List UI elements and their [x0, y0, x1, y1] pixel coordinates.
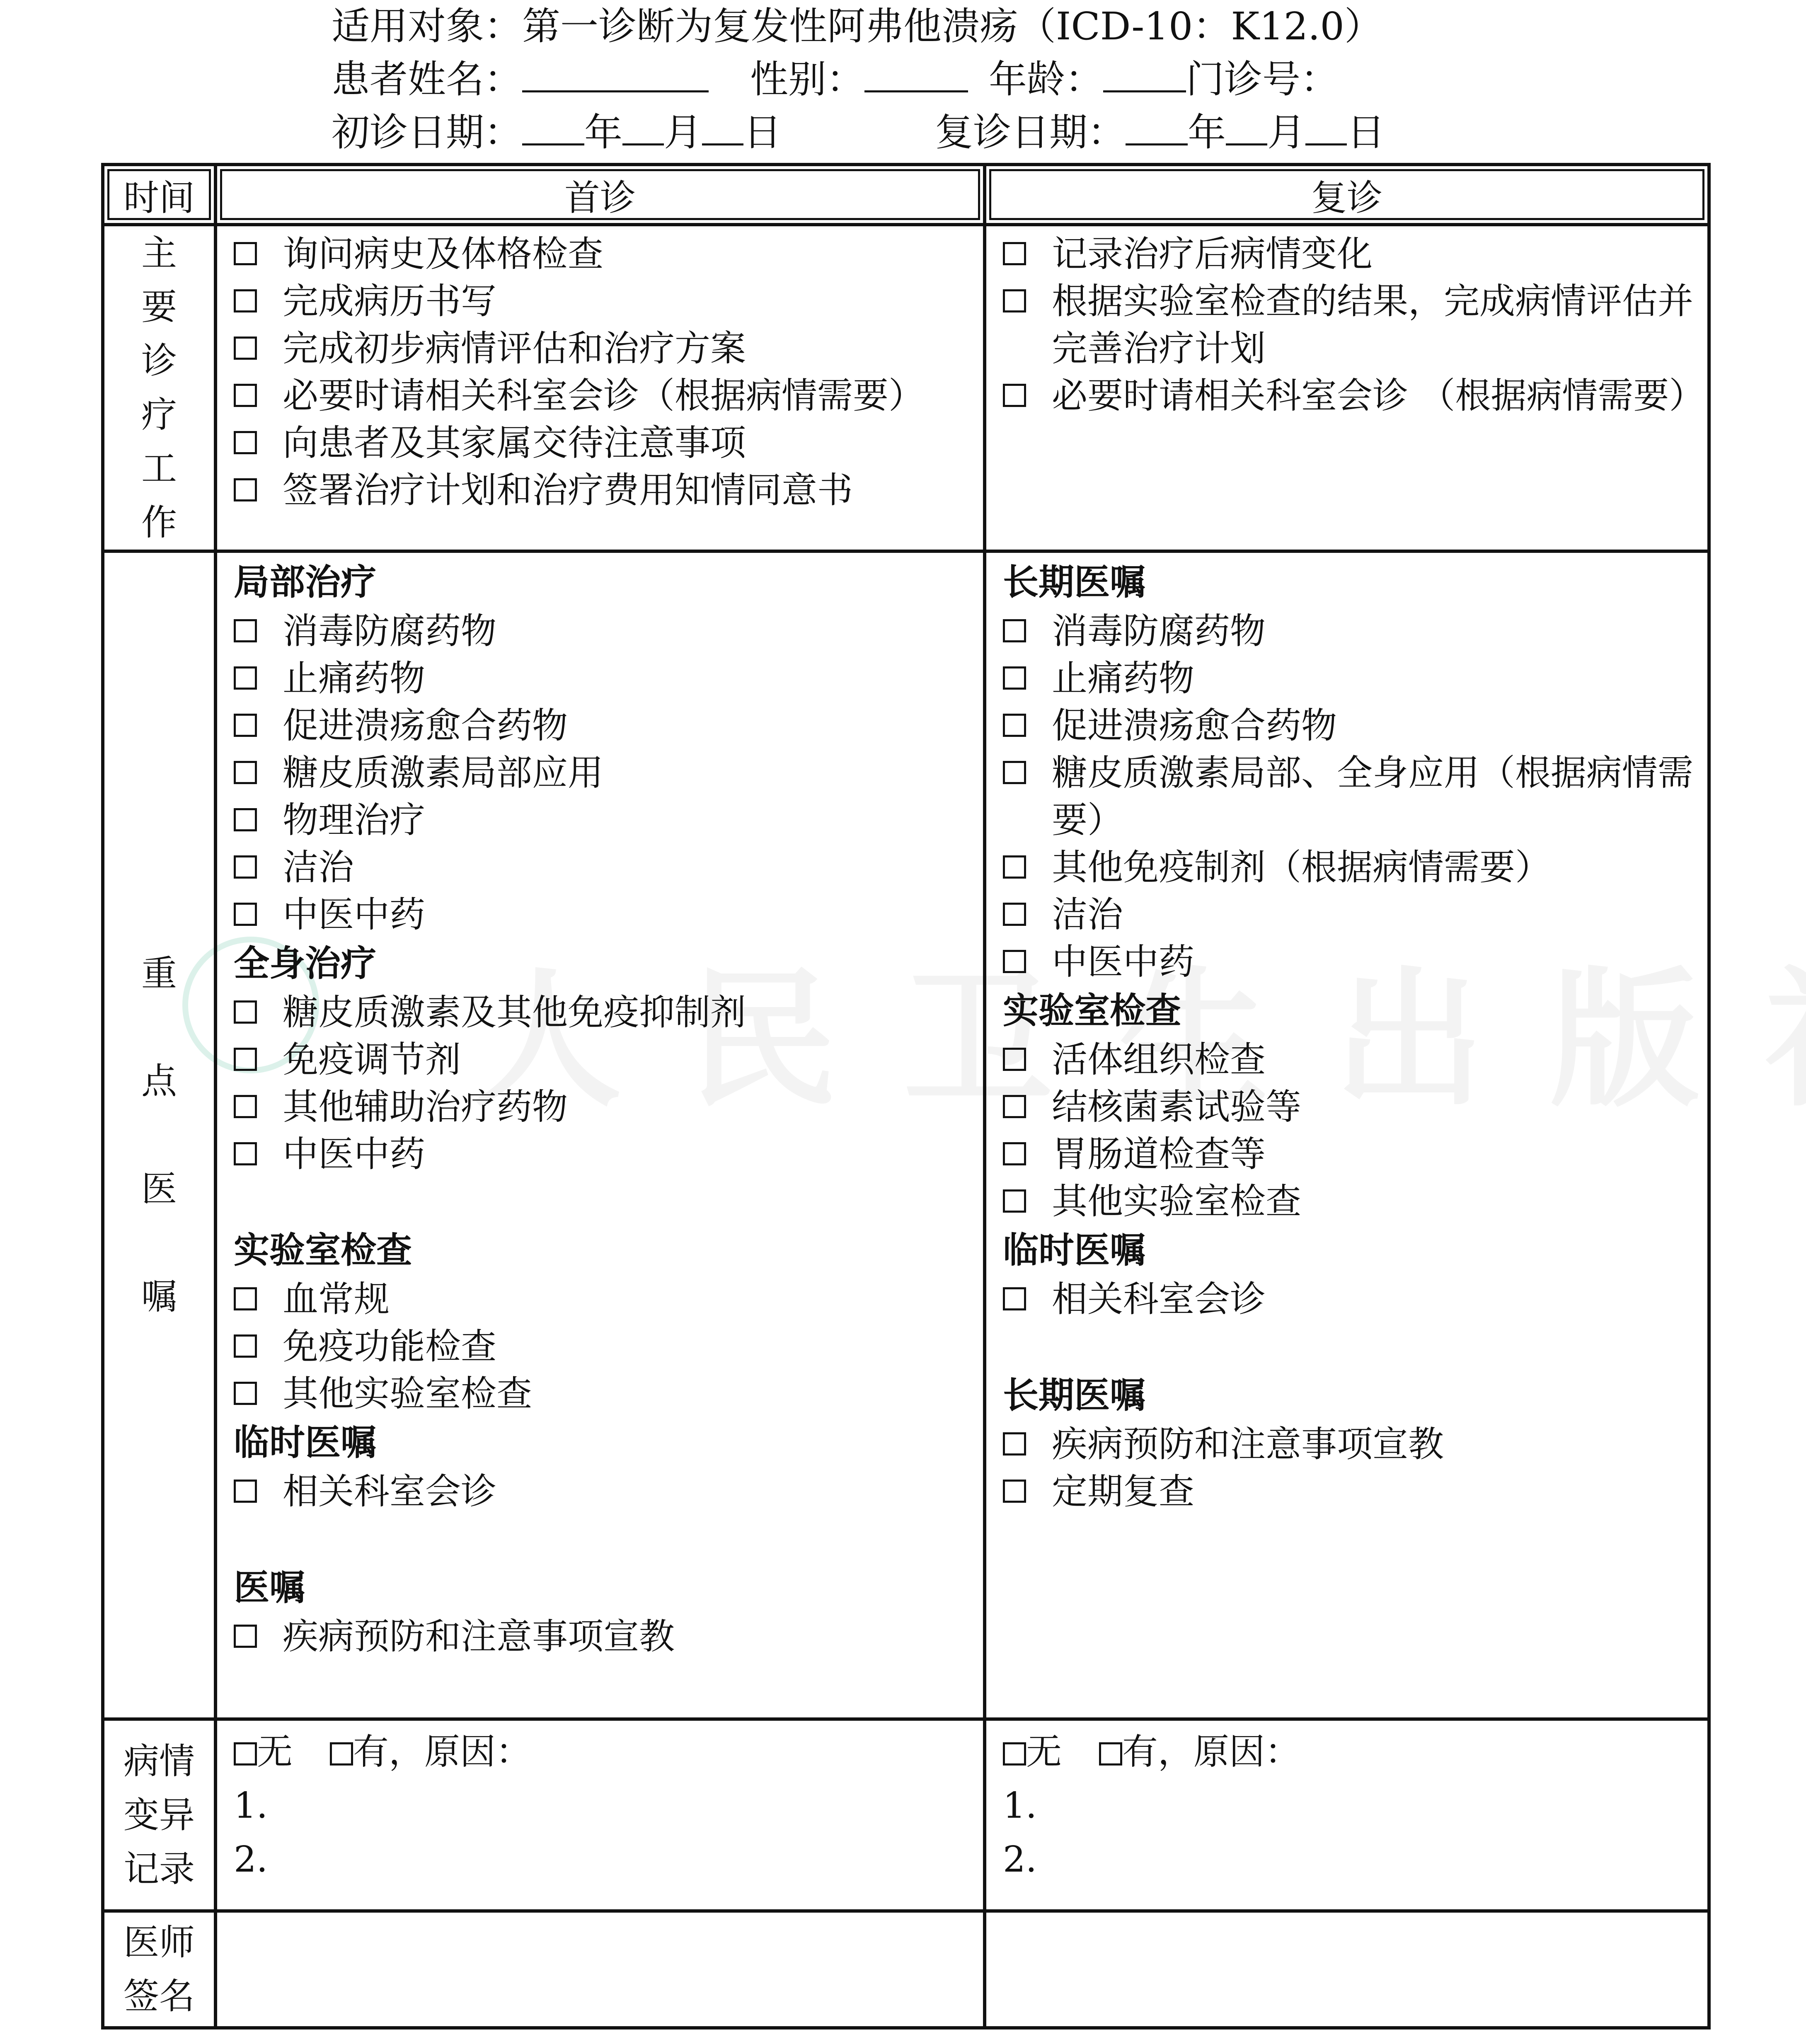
list-item: [234, 1323, 972, 1370]
list-item: [234, 844, 972, 891]
checkbox[interactable]: [234, 1480, 257, 1503]
checkbox[interactable]: [234, 289, 257, 312]
list-item: [1003, 1036, 1697, 1083]
list-item: [234, 1083, 972, 1131]
date-line: [332, 106, 1699, 159]
list-item: [234, 1131, 972, 1178]
item-text: 相关科室会诊: [1052, 1279, 1266, 1320]
target-text: 适用对象：第一诊断为复发性阿弗他溃疡（ICD-10：K12.0）: [332, 4, 1382, 48]
first-visit-year-field[interactable]: [522, 108, 584, 145]
first-visit-day-field[interactable]: [702, 108, 743, 145]
checkbox[interactable]: [1003, 1432, 1026, 1456]
checkbox[interactable]: [234, 242, 257, 265]
reason-line-1[interactable]: 1.: [1003, 1785, 1037, 1826]
option-yes-label: 有，原因：: [353, 1731, 531, 1773]
checkbox[interactable]: [234, 714, 257, 737]
item-text: 定期复查: [1052, 1471, 1194, 1512]
list-item: [234, 1036, 972, 1083]
spacer: [1003, 1323, 1697, 1370]
item-text: 记录治疗后病情变化: [1052, 233, 1373, 275]
checkbox[interactable]: [1003, 619, 1026, 642]
month-label: 月: [1267, 110, 1306, 155]
item-text: 完成病历书写: [283, 281, 496, 322]
day-label: 日: [1347, 110, 1385, 155]
list-item: [234, 325, 972, 372]
item-text: 促进溃疡愈合药物: [283, 705, 568, 746]
checkbox[interactable]: [1003, 289, 1026, 312]
checkbox[interactable]: [234, 478, 257, 501]
spacer: [234, 1515, 972, 1562]
item-text: 洁治: [1052, 894, 1123, 935]
checkbox[interactable]: [1003, 384, 1026, 407]
list-item: [1003, 702, 1697, 749]
list-item: [1003, 372, 1705, 419]
orders-first-cell: [215, 551, 985, 1719]
checkbox[interactable]: [1003, 1189, 1026, 1213]
item-text: 完成初步病情评估和治疗方案: [283, 328, 746, 369]
row-variation-label: [103, 1719, 215, 1911]
item-text: 其他实验室检查: [283, 1373, 532, 1414]
list-item: [234, 655, 972, 702]
main-work-first-cell: [215, 225, 985, 551]
first-visit-label: 初诊日期：: [332, 110, 523, 155]
checkbox[interactable]: [1003, 761, 1026, 784]
option-none-label: 无: [257, 1731, 293, 1773]
row-orders-label: [103, 551, 215, 1719]
list-item: [1003, 278, 1697, 372]
sex-field[interactable]: [864, 55, 968, 92]
item-text: 糖皮质激素局部应用: [283, 752, 603, 794]
signature-row: [103, 1911, 1709, 2028]
year-label: 年: [584, 110, 623, 155]
item-text: 根据实验室检查的结果，完成病情评估并完善治疗计划: [1052, 281, 1693, 369]
item-text: 洁治: [283, 847, 354, 888]
checkbox[interactable]: [1003, 1287, 1026, 1310]
checkbox[interactable]: [234, 1000, 257, 1024]
row-signature-label-text: 医师签名: [123, 1922, 195, 2017]
item-text: 必要时请相关科室会诊 （根据病情需要）: [1052, 375, 1705, 417]
col-revisit-header: 复诊: [985, 165, 1709, 225]
checkbox-none[interactable]: [1003, 1742, 1026, 1765]
item-text: 结核菌素试验等: [1052, 1086, 1301, 1128]
list-item: [234, 467, 972, 514]
list-item: [1003, 1083, 1697, 1131]
checkbox[interactable]: [234, 1382, 257, 1405]
age-field[interactable]: [1103, 55, 1186, 92]
checkbox[interactable]: [234, 1625, 257, 1648]
item-text: 相关科室会诊: [283, 1471, 496, 1512]
item-text: 血常规: [283, 1279, 390, 1320]
patient-info-line: [332, 53, 1699, 106]
list-item: [234, 989, 972, 1036]
checkbox[interactable]: [234, 808, 257, 831]
list-item: [234, 608, 972, 655]
checkbox[interactable]: [234, 1142, 257, 1165]
list-item: [234, 749, 972, 797]
revisit-month-field[interactable]: [1226, 108, 1267, 145]
revisit-day-field[interactable]: [1305, 108, 1347, 145]
clinic-no-label: 门诊号：: [1186, 57, 1339, 102]
section-title-advice: 医嘱: [234, 1567, 305, 1608]
day-label: 日: [743, 110, 782, 155]
checkbox[interactable]: [234, 1048, 257, 1071]
variation-choice: [1003, 1725, 1697, 1779]
list-item: [1003, 608, 1697, 655]
list-item: [1003, 1276, 1697, 1323]
row-orders-label-text: 重点医嘱: [141, 953, 177, 1317]
reason-line-2[interactable]: 2.: [234, 1839, 268, 1880]
item-text: 消毒防腐药物: [283, 610, 496, 652]
list-item: [234, 230, 972, 278]
list-item: [234, 891, 972, 938]
list-item: [234, 702, 972, 749]
row-signature-label: [103, 1911, 215, 2028]
revisit-year-field[interactable]: [1126, 108, 1188, 145]
list-item: [1003, 938, 1697, 986]
item-text: 其他免疫制剂（根据病情需要）: [1052, 847, 1551, 888]
checkbox[interactable]: [234, 431, 257, 454]
checkbox[interactable]: [234, 384, 257, 407]
section-title-longterm: 长期医嘱: [1003, 562, 1145, 603]
reason-line-2[interactable]: 2.: [1003, 1839, 1037, 1880]
item-text: 糖皮质激素局部、全身应用（根据病情需要）: [1052, 752, 1693, 841]
row-main-label-text: 主要诊疗工作: [141, 232, 177, 543]
checkbox[interactable]: [234, 619, 257, 642]
list-item: [234, 1276, 972, 1323]
col-first-header: 首诊: [215, 165, 985, 225]
variation-first-cell: [215, 1719, 985, 1911]
checkbox[interactable]: [1003, 1480, 1026, 1503]
first-visit-month-field[interactable]: [622, 108, 664, 145]
item-text: 中医中药: [283, 1133, 425, 1175]
sex-label: 性别：: [750, 57, 865, 102]
item-text: 止痛药物: [283, 658, 425, 699]
revisit-label: 复诊日期：: [935, 110, 1126, 155]
checkbox[interactable]: [234, 666, 257, 690]
checkbox-yes[interactable]: [1099, 1742, 1122, 1765]
item-text: 其他辅助治疗药物: [283, 1086, 568, 1128]
item-text: 免疫调节剂: [283, 1039, 461, 1080]
month-label: 月: [664, 110, 702, 155]
item-text: 中医中药: [1052, 941, 1194, 983]
item-text: 询问病史及体格检查: [283, 233, 603, 275]
checkbox[interactable]: [1003, 1048, 1026, 1071]
checkbox[interactable]: [1003, 242, 1026, 265]
list-item: [234, 372, 972, 419]
list-item: [234, 1613, 972, 1660]
list-item: [1003, 1421, 1697, 1468]
checkbox[interactable]: [234, 1095, 257, 1118]
item-text: 必要时请相关科室会诊（根据病情需要）: [283, 375, 924, 417]
item-text: 疾病预防和注意事项宣教: [283, 1616, 675, 1657]
list-item: [1003, 1468, 1697, 1515]
list-item: [1003, 655, 1697, 702]
checkbox-yes[interactable]: [330, 1742, 353, 1765]
list-item: [234, 278, 972, 325]
key-orders-row: [103, 551, 1709, 1719]
main-work-revisit-cell: [985, 225, 1709, 551]
item-text: 促进溃疡愈合药物: [1052, 705, 1337, 746]
section-title-lab: 实验室检查: [1003, 990, 1181, 1032]
list-item: [1003, 844, 1697, 891]
list-item: [1003, 230, 1697, 278]
main-work-row: [103, 225, 1709, 551]
signature-first-cell[interactable]: [215, 1911, 985, 2028]
list-item: [1003, 749, 1697, 844]
variation-choice: [234, 1725, 972, 1779]
section-title-temp: 临时医嘱: [1003, 1230, 1145, 1271]
item-text: 糖皮质激素及其他免疫抑制剂: [283, 992, 746, 1033]
list-item: [1003, 891, 1697, 938]
list-item: [1003, 1131, 1697, 1178]
item-text: 止痛药物: [1052, 658, 1194, 699]
patient-name-field[interactable]: [522, 55, 709, 92]
checkbox[interactable]: [1003, 1142, 1026, 1165]
list-item: [234, 797, 972, 844]
checkbox[interactable]: [1003, 855, 1026, 879]
variation-row: [103, 1719, 1709, 1911]
table-header-row: [103, 165, 1709, 225]
item-text: 物理治疗: [283, 799, 425, 841]
form-header: [332, 0, 1699, 159]
section-title-temp: 临时医嘱: [234, 1422, 376, 1463]
list-item: [234, 1370, 972, 1417]
checkbox[interactable]: [1003, 1095, 1026, 1118]
checkbox-none[interactable]: [234, 1742, 257, 1765]
section-title-longterm-2: 长期医嘱: [1003, 1375, 1145, 1416]
row-variation-label-text: 病情变异记录: [123, 1740, 195, 1890]
list-item: [234, 1468, 972, 1515]
orders-revisit-cell: [985, 551, 1709, 1719]
signature-revisit-cell[interactable]: [985, 1911, 1709, 2028]
clinical-pathway-table: [101, 163, 1711, 2029]
item-text: 其他实验室检查: [1052, 1181, 1301, 1222]
item-text: 胃肠道检查等: [1052, 1133, 1266, 1175]
item-text: 消毒防腐药物: [1052, 610, 1266, 652]
list-item: [234, 419, 972, 467]
list-item: [1003, 1178, 1697, 1225]
item-text: 疾病预防和注意事项宣教: [1052, 1424, 1444, 1465]
checkbox[interactable]: [234, 903, 257, 926]
row-main-label: [103, 225, 215, 551]
section-title-systemic: 全身治疗: [234, 943, 376, 984]
item-text: 免疫功能检查: [283, 1326, 496, 1367]
item-text: 签署治疗计划和治疗费用知情同意书: [283, 470, 853, 511]
age-label: 年龄：: [989, 57, 1104, 102]
checkbox[interactable]: [234, 1287, 257, 1310]
option-none-label: 无: [1026, 1731, 1062, 1773]
patient-name-label: 患者姓名：: [332, 57, 523, 102]
spacer: [234, 1178, 972, 1225]
reason-line-1[interactable]: 1.: [234, 1785, 268, 1826]
target-line: [332, 0, 1699, 53]
checkbox[interactable]: [234, 855, 257, 879]
section-title-local: 局部治疗: [234, 562, 376, 603]
variation-revisit-cell: [985, 1719, 1709, 1911]
year-label: 年: [1188, 110, 1226, 155]
item-text: 活体组织检查: [1052, 1039, 1266, 1080]
section-title-lab: 实验室检查: [234, 1230, 412, 1271]
checkbox[interactable]: [234, 761, 257, 784]
checkbox[interactable]: [1003, 714, 1026, 737]
checkbox[interactable]: [1003, 903, 1026, 926]
option-yes-label: 有，原因：: [1122, 1731, 1300, 1773]
checkbox[interactable]: [234, 337, 257, 360]
item-text: 中医中药: [283, 894, 425, 935]
col-time-header: 时间: [103, 165, 215, 225]
checkbox[interactable]: [1003, 666, 1026, 690]
checkbox[interactable]: [1003, 950, 1026, 973]
item-text: 向患者及其家属交待注意事项: [283, 422, 746, 464]
checkbox[interactable]: [234, 1334, 257, 1358]
